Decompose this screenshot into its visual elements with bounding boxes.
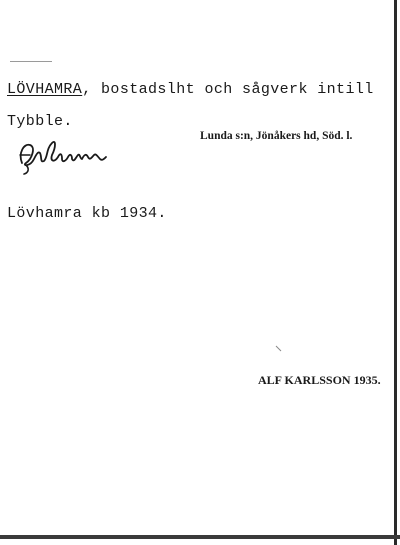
place-stamp: Lunda s:n, Jönåkers hd, Söd. l.: [200, 130, 353, 142]
entry-line-1: [7, 81, 374, 98]
entry-line-2: Tybble.: [7, 113, 73, 130]
stray-mark: [275, 345, 283, 353]
card-edge-right: [394, 0, 397, 545]
top-dash-mark: [10, 61, 52, 62]
note-line: Lövhamra kb 1934.: [7, 205, 167, 222]
collector-stamp: ALF KARLSSON 1935.: [258, 373, 381, 387]
handwritten-signature: [16, 133, 108, 175]
description-part-1: , bostadslht och sågverk intill: [82, 81, 374, 98]
headword: LÖVHAMRA: [7, 81, 83, 98]
card-edge-bottom: [0, 535, 400, 539]
